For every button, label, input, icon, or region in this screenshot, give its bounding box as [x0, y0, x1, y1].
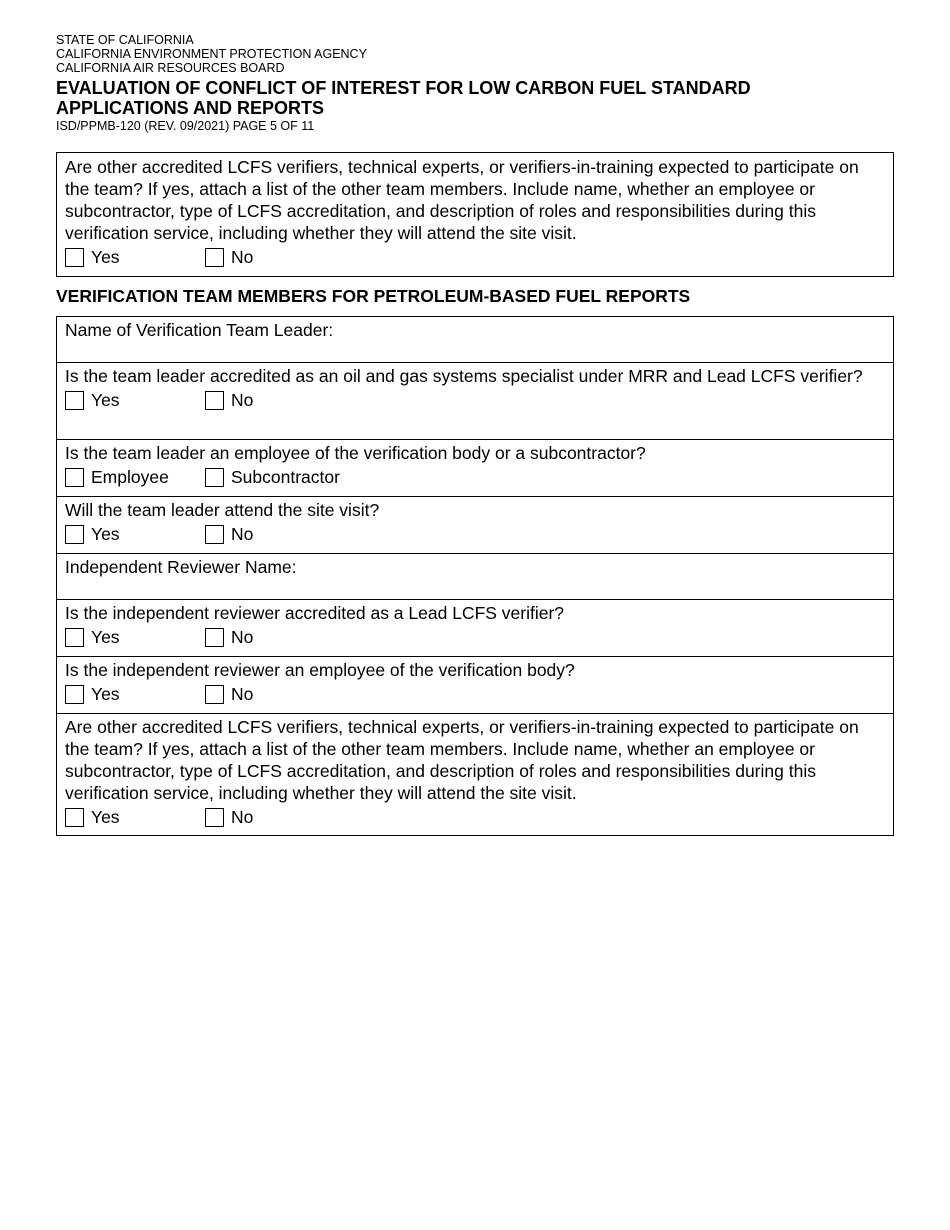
leader-accredited-question: Is the team leader accredited as an oil and gas systems specialist under MRR and Lead LCFS verifier? — [65, 366, 863, 386]
no-checkbox[interactable] — [205, 808, 224, 827]
yes-checkbox[interactable] — [65, 525, 84, 544]
reviewer-employee-question: Is the independent reviewer an employee of the verification body? — [65, 660, 575, 680]
site-visit-question: Will the team leader attend the site visit? — [65, 500, 380, 520]
yes-checkbox[interactable] — [65, 685, 84, 704]
yes-label: Yes — [91, 626, 120, 647]
yes-label: Yes — [91, 806, 120, 827]
no-label: No — [231, 626, 254, 647]
no-checkbox[interactable] — [205, 628, 224, 647]
section-title: VERIFICATION TEAM MEMBERS FOR PETROLEUM-BASED FUEL REPORTS — [56, 286, 691, 306]
form-id: ISD/PPMB-120 (REV. 09/2021) PAGE 5 OF 11 — [56, 119, 315, 133]
yes-label: Yes — [91, 523, 120, 544]
no-option[interactable] — [205, 807, 253, 828]
yes-option[interactable] — [65, 524, 205, 545]
other-members-cell — [57, 153, 893, 276]
yes-label: Yes — [91, 683, 120, 704]
no-checkbox[interactable] — [205, 248, 224, 267]
site-visit-options — [65, 522, 885, 546]
leader-employee-cell — [57, 440, 893, 497]
other-members-box-top — [56, 152, 894, 277]
reviewer-name-cell[interactable] — [57, 554, 893, 600]
form-title-line2: APPLICATIONS AND REPORTS — [56, 98, 325, 118]
yes-option[interactable] — [65, 807, 205, 828]
leader-name-label: Name of Verification Team Leader: — [65, 320, 334, 340]
yes-option[interactable] — [65, 684, 205, 705]
leader-name-cell[interactable] — [57, 317, 893, 363]
other-members-question: Are other accredited LCFS verifiers, technical experts, or verifiers-in-training expected to participate on the team? If yes, attach a list of the other team members. Include name, whether an employee or subcontractor, type of LCFS accreditation, and description of roles and responsibilities during this verification service, including whether they will attend the site visit. — [65, 157, 859, 243]
yes-option[interactable] — [65, 390, 205, 411]
reviewer-employee-cell — [57, 657, 893, 714]
reviewer-accredited-question: Is the independent reviewer accredited as a Lead LCFS verifier? — [65, 603, 565, 623]
subcontractor-checkbox[interactable] — [205, 468, 224, 487]
leader-accredited-options — [65, 388, 885, 412]
team-members-table — [56, 316, 894, 836]
yes-checkbox[interactable] — [65, 628, 84, 647]
no-checkbox[interactable] — [205, 685, 224, 704]
yes-label: Yes — [91, 389, 120, 410]
no-option[interactable] — [205, 247, 253, 268]
no-label: No — [231, 246, 254, 267]
other-members-options — [65, 245, 885, 269]
reviewer-accredited-options — [65, 625, 885, 649]
no-label: No — [231, 523, 254, 544]
leader-employee-question: Is the team leader an employee of the verification body or a subcontractor? — [65, 443, 646, 463]
yes-checkbox[interactable] — [65, 391, 84, 410]
no-label: No — [231, 806, 254, 827]
subcontractor-label: Subcontractor — [231, 466, 340, 487]
employee-label: Employee — [91, 466, 169, 487]
reviewer-employee-options — [65, 682, 885, 706]
agency-label: CALIFORNIA ENVIRONMENT PROTECTION AGENCY — [56, 47, 367, 61]
no-option[interactable] — [205, 524, 253, 545]
no-option[interactable] — [205, 627, 253, 648]
employee-checkbox[interactable] — [65, 468, 84, 487]
yes-label: Yes — [91, 246, 120, 267]
leader-employee-options — [65, 465, 885, 489]
subcontractor-option[interactable] — [205, 467, 340, 488]
no-option[interactable] — [205, 390, 253, 411]
state-label: STATE OF CALIFORNIA — [56, 33, 194, 47]
employee-option[interactable] — [65, 467, 205, 488]
no-checkbox[interactable] — [205, 525, 224, 544]
yes-option[interactable] — [65, 627, 205, 648]
form-title-line1: EVALUATION OF CONFLICT OF INTEREST FOR LOW CARBON FUEL STANDARD — [56, 78, 751, 98]
no-label: No — [231, 389, 254, 410]
board-label: CALIFORNIA AIR RESOURCES BOARD — [56, 61, 285, 75]
no-label: No — [231, 683, 254, 704]
reviewer-name-label: Independent Reviewer Name: — [65, 557, 297, 577]
other-members-options — [65, 805, 885, 829]
other-members-cell — [57, 714, 893, 835]
leader-accredited-cell — [57, 363, 893, 440]
no-checkbox[interactable] — [205, 391, 224, 410]
yes-option[interactable] — [65, 247, 205, 268]
yes-checkbox[interactable] — [65, 248, 84, 267]
reviewer-accredited-cell — [57, 600, 893, 657]
no-option[interactable] — [205, 684, 253, 705]
other-members-question: Are other accredited LCFS verifiers, technical experts, or verifiers-in-training expected to participate on the team? If yes, attach a list of the other team members. Include name, whether an employee or subcontractor, type of LCFS accreditation, and description of roles and responsibilities during this verification service, including whether they will attend the site visit. — [65, 717, 859, 803]
site-visit-cell — [57, 497, 893, 554]
yes-checkbox[interactable] — [65, 808, 84, 827]
